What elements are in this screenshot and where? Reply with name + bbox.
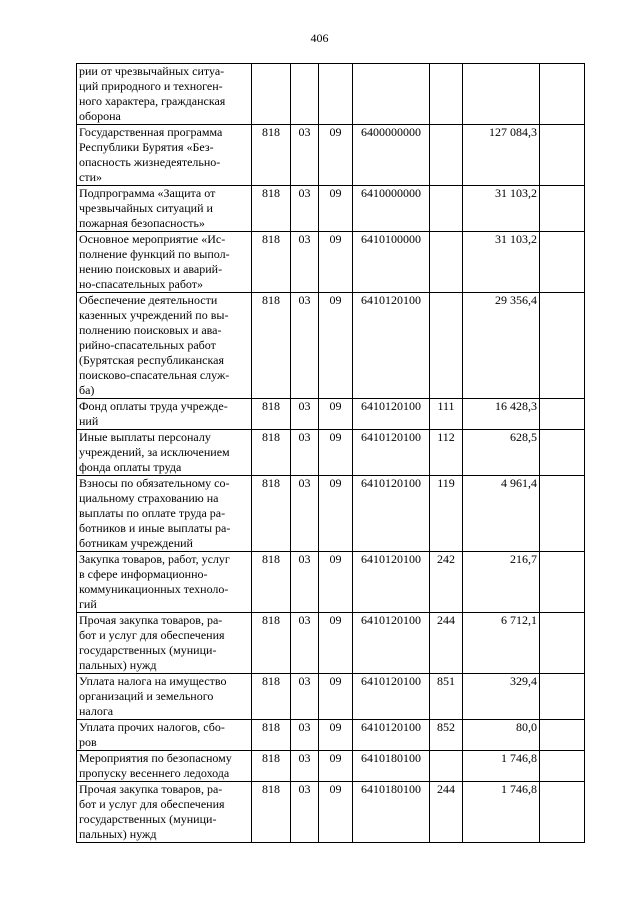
section-code-cell: 03 [291,476,319,552]
section-code-cell: 03 [291,186,319,232]
subsection-code-cell: 09 [319,125,353,186]
table-row [77,186,585,232]
subsection-code-cell: 09 [319,476,353,552]
target-article-cell: 6410120100 [353,720,430,751]
expense-type-cell: 112 [430,430,463,476]
item-name-cell: Мероприятия по безопасному пропуску весеннего ледохода [77,751,252,782]
ministry-code-cell: 818 [252,186,291,232]
target-article-cell: 6410120100 [353,674,430,720]
target-article-cell: 6410100000 [353,232,430,293]
expense-type-cell [430,125,463,186]
table-row [77,64,585,125]
item-name-cell: Взносы по обязательному со- циальному страхованию на выплаты по оплате труда ра- ботников и иные выплаты ра- ботникам учреждений [77,476,252,552]
target-article-cell: 6410120100 [353,476,430,552]
item-name-cell: Государственная программа Республики Бурятия «Без- опасность жизнедеятельно- сти» [77,125,252,186]
subsection-code-cell: 09 [319,399,353,430]
item-name-cell: Закупка товаров, работ, услуг в сфере информационно- коммуникационных техноло- гий [77,552,252,613]
section-code-cell: 03 [291,613,319,674]
target-article-cell [353,64,430,125]
section-code-cell: 03 [291,293,319,399]
target-article-cell: 6410120100 [353,399,430,430]
ministry-code-cell: 818 [252,125,291,186]
section-code-cell: 03 [291,399,319,430]
expense-type-cell [430,232,463,293]
ministry-code-cell [252,64,291,125]
expense-type-cell [430,186,463,232]
expense-type-cell: 244 [430,782,463,843]
table-row [77,720,585,751]
empty-cell [540,476,585,552]
section-code-cell [291,64,319,125]
empty-cell [540,751,585,782]
item-name-cell: Уплата прочих налогов, сбо- ров [77,720,252,751]
section-code-cell: 03 [291,751,319,782]
empty-cell [540,430,585,476]
subsection-code-cell: 09 [319,552,353,613]
item-name-cell: Иные выплаты персоналу учреждений, за исключением фонда оплаты труда [77,430,252,476]
subsection-code-cell: 09 [319,186,353,232]
amount-cell [463,64,540,125]
amount-cell: 31 103,2 [463,232,540,293]
empty-cell [540,293,585,399]
subsection-code-cell: 09 [319,782,353,843]
ministry-code-cell: 818 [252,476,291,552]
table-body [77,64,585,843]
amount-cell: 1 746,8 [463,782,540,843]
expense-type-cell [430,751,463,782]
empty-cell [540,674,585,720]
section-code-cell: 03 [291,232,319,293]
section-code-cell: 03 [291,720,319,751]
table-row [77,232,585,293]
budget-table [76,63,585,843]
target-article-cell: 6410180100 [353,751,430,782]
empty-cell [540,64,585,125]
item-name-cell: Подпрограмма «Защита от чрезвычайных ситуаций и пожарная безопасность» [77,186,252,232]
ministry-code-cell: 818 [252,782,291,843]
empty-cell [540,552,585,613]
amount-cell: 31 103,2 [463,186,540,232]
table-row [77,293,585,399]
table-row [77,399,585,430]
empty-cell [540,613,585,674]
subsection-code-cell: 09 [319,293,353,399]
ministry-code-cell: 818 [252,552,291,613]
amount-cell: 16 428,3 [463,399,540,430]
item-name-cell: Обеспечение деятельности казенных учреждений по вы- полнению поисковых и ава- рийно-спасательных работ (Бурятская республиканская поисково-спасательная служ- ба) [77,293,252,399]
expense-type-cell: 111 [430,399,463,430]
subsection-code-cell [319,64,353,125]
table-row [77,430,585,476]
item-name-cell: Прочая закупка товаров, ра- бот и услуг для обеспечения государственных (муници- пальных) нужд [77,782,252,843]
ministry-code-cell: 818 [252,720,291,751]
target-article-cell: 6410120100 [353,293,430,399]
empty-cell [540,186,585,232]
ministry-code-cell: 818 [252,430,291,476]
amount-cell: 329,4 [463,674,540,720]
expense-type-cell: 851 [430,674,463,720]
amount-cell: 29 356,4 [463,293,540,399]
item-name-cell: Прочая закупка товаров, ра- бот и услуг для обеспечения государственных (муници- пальных) нужд [77,613,252,674]
table-row [77,125,585,186]
table-row [77,552,585,613]
table-row [77,476,585,552]
table-row [77,782,585,843]
empty-cell [540,399,585,430]
expense-type-cell: 244 [430,613,463,674]
section-code-cell: 03 [291,782,319,843]
page-number: 406 [310,31,329,45]
amount-cell: 628,5 [463,430,540,476]
target-article-cell: 6400000000 [353,125,430,186]
amount-cell: 6 712,1 [463,613,540,674]
subsection-code-cell: 09 [319,751,353,782]
empty-cell [540,720,585,751]
section-code-cell: 03 [291,552,319,613]
amount-cell: 1 746,8 [463,751,540,782]
target-article-cell: 6410180100 [353,782,430,843]
empty-cell [540,232,585,293]
target-article-cell: 6410120100 [353,613,430,674]
target-article-cell: 6410120100 [353,552,430,613]
ministry-code-cell: 818 [252,751,291,782]
expense-type-cell: 119 [430,476,463,552]
amount-cell: 127 084,3 [463,125,540,186]
ministry-code-cell: 818 [252,674,291,720]
item-name-cell: Фонд оплаты труда учрежде- ний [77,399,252,430]
table-row [77,674,585,720]
item-name-cell: Основное мероприятие «Ис- полнение функций по выпол- нению поисковых и аварий- но-спасательных работ» [77,232,252,293]
table-row [77,613,585,674]
expense-type-cell [430,64,463,125]
item-name-cell: рии от чрезвычайных ситуа- ций природного и техноген- ного характера, гражданская оборона [77,64,252,125]
target-article-cell: 6410000000 [353,186,430,232]
subsection-code-cell: 09 [319,720,353,751]
item-name-cell: Уплата налога на имущество организаций и земельного налога [77,674,252,720]
subsection-code-cell: 09 [319,613,353,674]
ministry-code-cell: 818 [252,293,291,399]
expense-type-cell: 242 [430,552,463,613]
amount-cell: 216,7 [463,552,540,613]
amount-cell: 80,0 [463,720,540,751]
subsection-code-cell: 09 [319,674,353,720]
subsection-code-cell: 09 [319,430,353,476]
amount-cell: 4 961,4 [463,476,540,552]
subsection-code-cell: 09 [319,232,353,293]
target-article-cell: 6410120100 [353,430,430,476]
section-code-cell: 03 [291,430,319,476]
ministry-code-cell: 818 [252,232,291,293]
section-code-cell: 03 [291,674,319,720]
ministry-code-cell: 818 [252,399,291,430]
ministry-code-cell: 818 [252,613,291,674]
empty-cell [540,782,585,843]
expense-type-cell: 852 [430,720,463,751]
section-code-cell: 03 [291,125,319,186]
empty-cell [540,125,585,186]
expense-type-cell [430,293,463,399]
table-row [77,751,585,782]
